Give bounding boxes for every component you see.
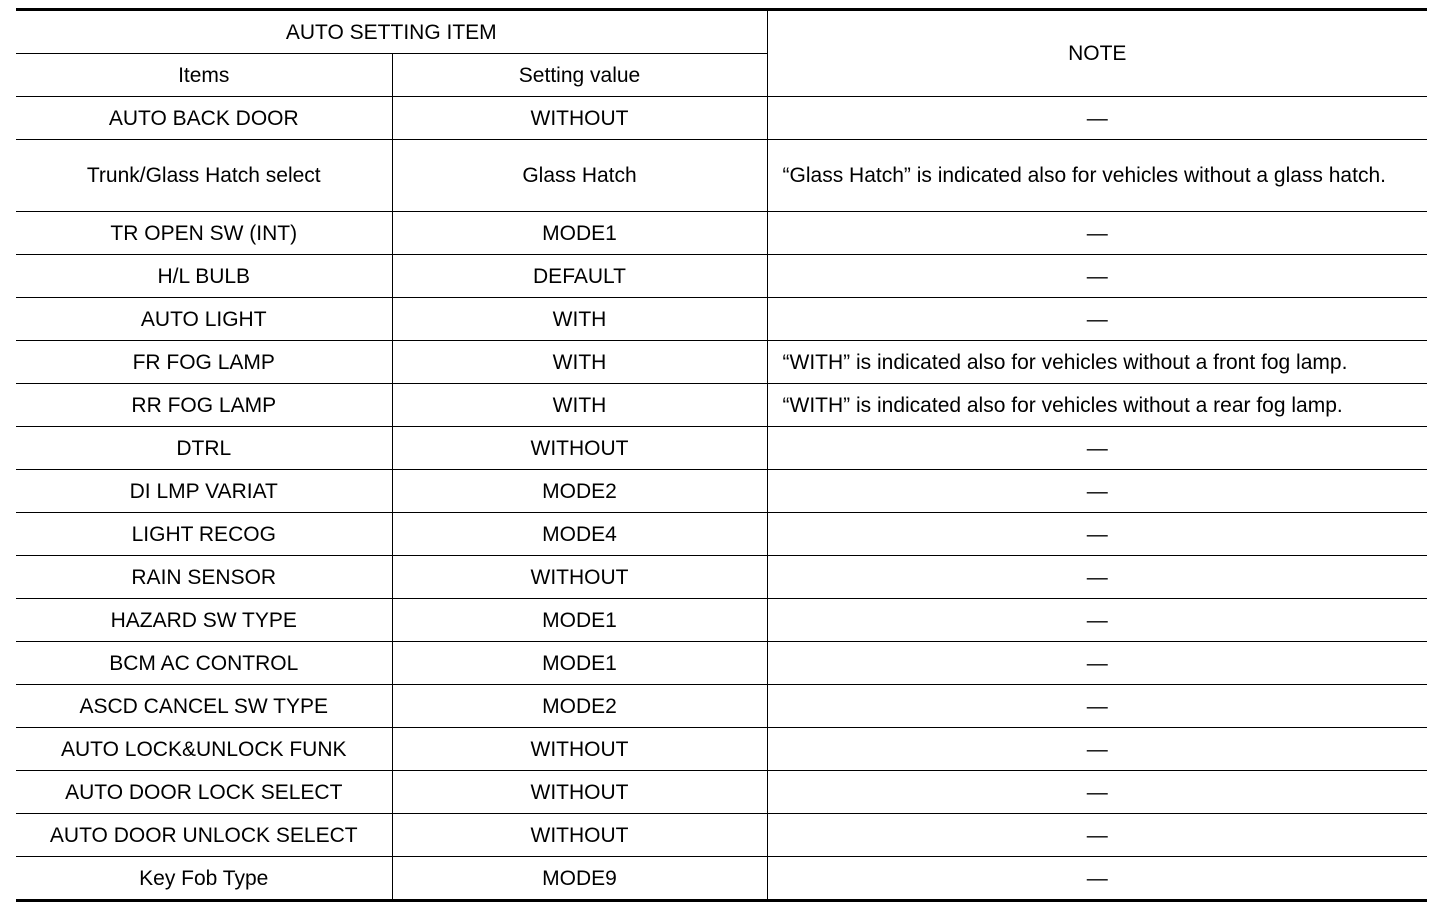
header-row-top (16, 10, 1427, 54)
item-cell: H/L BULB (16, 255, 392, 298)
setting-value-cell: WITHOUT (392, 427, 767, 470)
setting-value-cell: WITHOUT (392, 771, 767, 814)
item-cell: LIGHT RECOG (16, 513, 392, 556)
item-cell: FR FOG LAMP (16, 341, 392, 384)
note-cell: — (767, 857, 1427, 901)
item-cell: Trunk/Glass Hatch select (16, 140, 392, 212)
items-header: Items (16, 54, 392, 97)
setting-value-cell: MODE2 (392, 685, 767, 728)
setting-value-cell: WITH (392, 298, 767, 341)
item-cell: RAIN SENSOR (16, 556, 392, 599)
note-cell: — (767, 728, 1427, 771)
table-row (16, 556, 1427, 599)
table-row (16, 298, 1427, 341)
setting-value-cell: WITHOUT (392, 97, 767, 140)
table-row (16, 513, 1427, 556)
note-cell: — (767, 513, 1427, 556)
note-cell: — (767, 212, 1427, 255)
table-row (16, 599, 1427, 642)
table-row (16, 341, 1427, 384)
setting-value-cell: MODE1 (392, 642, 767, 685)
item-cell: BCM AC CONTROL (16, 642, 392, 685)
note-cell: — (767, 556, 1427, 599)
auto-setting-item-header: AUTO SETTING ITEM (16, 10, 767, 54)
setting-value-cell: MODE1 (392, 599, 767, 642)
table-row (16, 427, 1427, 470)
setting-value-cell: MODE4 (392, 513, 767, 556)
setting-value-header: Setting value (392, 54, 767, 97)
item-cell: ASCD CANCEL SW TYPE (16, 685, 392, 728)
note-cell: — (767, 642, 1427, 685)
setting-value-cell: MODE2 (392, 470, 767, 513)
note-cell: — (767, 814, 1427, 857)
item-cell: TR OPEN SW (INT) (16, 212, 392, 255)
table-row (16, 97, 1427, 140)
table-row (16, 685, 1427, 728)
item-cell: AUTO LOCK&UNLOCK FUNK (16, 728, 392, 771)
setting-value-cell: MODE1 (392, 212, 767, 255)
setting-value-cell: Glass Hatch (392, 140, 767, 212)
table-row (16, 771, 1427, 814)
setting-value-cell: WITHOUT (392, 728, 767, 771)
auto-setting-table (16, 8, 1427, 902)
item-cell: AUTO DOOR UNLOCK SELECT (16, 814, 392, 857)
note-header: NOTE (767, 10, 1427, 97)
table-row (16, 857, 1427, 901)
table-row (16, 255, 1427, 298)
setting-value-cell: MODE9 (392, 857, 767, 901)
setting-value-cell: WITH (392, 341, 767, 384)
table-row (16, 814, 1427, 857)
note-cell: — (767, 97, 1427, 140)
note-cell: “WITH” is indicated also for vehicles without a rear fog lamp. (767, 384, 1427, 427)
item-cell: DTRL (16, 427, 392, 470)
table-row (16, 384, 1427, 427)
item-cell: HAZARD SW TYPE (16, 599, 392, 642)
note-cell: — (767, 298, 1427, 341)
setting-value-cell: WITHOUT (392, 556, 767, 599)
table-row (16, 470, 1427, 513)
item-cell: DI LMP VARIAT (16, 470, 392, 513)
item-cell: AUTO LIGHT (16, 298, 392, 341)
table-row (16, 728, 1427, 771)
item-cell: AUTO DOOR LOCK SELECT (16, 771, 392, 814)
note-cell: — (767, 771, 1427, 814)
note-cell: “WITH” is indicated also for vehicles without a front fog lamp. (767, 341, 1427, 384)
setting-value-cell: DEFAULT (392, 255, 767, 298)
item-cell: Key Fob Type (16, 857, 392, 901)
note-cell: — (767, 427, 1427, 470)
item-cell: AUTO BACK DOOR (16, 97, 392, 140)
setting-value-cell: WITH (392, 384, 767, 427)
table-row (16, 140, 1427, 212)
note-cell: — (767, 470, 1427, 513)
note-cell: — (767, 685, 1427, 728)
note-cell: “Glass Hatch” is indicated also for vehicles without a glass hatch. (767, 140, 1427, 212)
note-cell: — (767, 255, 1427, 298)
item-cell: RR FOG LAMP (16, 384, 392, 427)
table-row (16, 642, 1427, 685)
note-cell: — (767, 599, 1427, 642)
setting-value-cell: WITHOUT (392, 814, 767, 857)
table-row (16, 212, 1427, 255)
